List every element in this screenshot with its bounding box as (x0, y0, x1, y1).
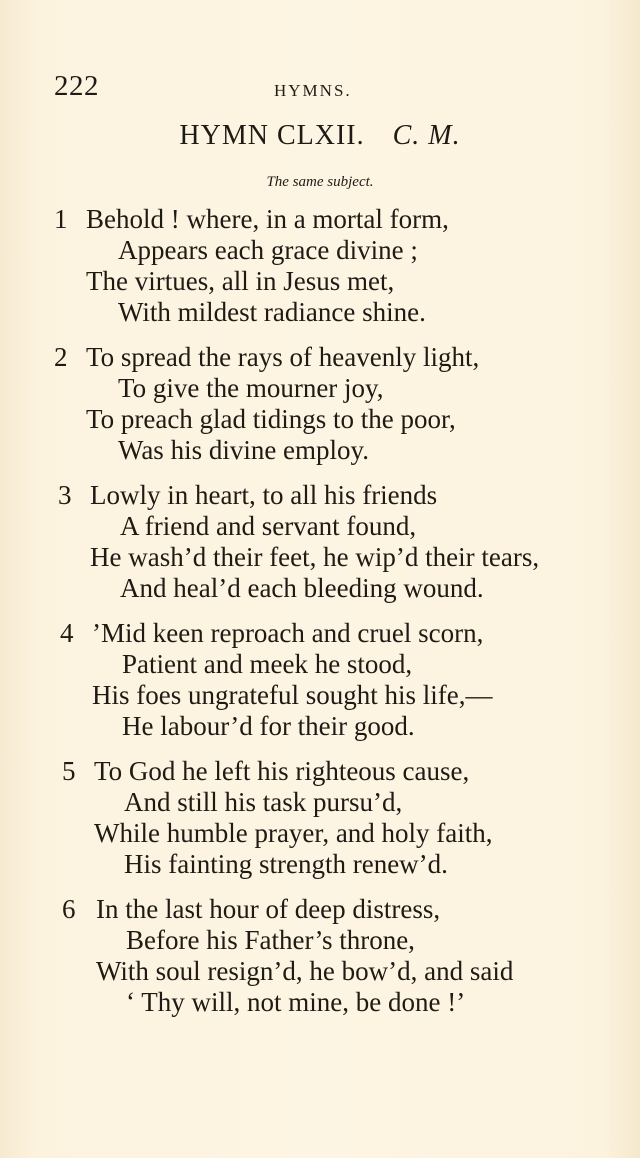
stanza-number: 3 (58, 480, 72, 510)
verse-line: Behold ! where, in a mortal form, (86, 204, 449, 234)
verse-line: While humble prayer, and holy faith, (94, 818, 493, 848)
page-number: 222 (54, 70, 99, 102)
verse-line: To God he left his righteous cause, (94, 756, 470, 786)
hymn-subtitle: The same subject. (266, 174, 374, 190)
stanza-number: 2 (54, 342, 68, 372)
verse-line: Appears each grace divine ; (118, 235, 418, 265)
verse-line: His fainting strength renew’d. (124, 849, 448, 879)
verse-line: ‘ Thy will, not mine, be done !’ (126, 987, 466, 1017)
verse-line: Patient and meek he stood, (122, 649, 413, 679)
verse-line: The virtues, all in Jesus met, (86, 266, 395, 296)
running-head: HYMNS. (274, 81, 352, 100)
hymn-title (0, 122, 640, 150)
verse-line: A friend and servant found, (120, 511, 417, 541)
verse-line: ’Mid keen reproach and cruel scorn, (92, 618, 484, 648)
verse-line: Was his divine employ. (118, 435, 370, 465)
verse-line: And still his task pursu’d, (124, 787, 403, 817)
verse-line: He wash’d their feet, he wip’d their tears, (90, 542, 540, 572)
stanza-number: 1 (54, 204, 68, 234)
verse-line: Before his Father’s throne, (126, 925, 415, 955)
verse-line: With soul resign’d, he bow’d, and said (96, 956, 514, 986)
stanza-number: 5 (62, 756, 76, 786)
hymn-meter: C. M. (392, 120, 461, 151)
verse-line: His foes ungrateful sought his life,— (92, 680, 493, 710)
verse-line: And heal’d each bleeding wound. (120, 573, 484, 603)
verse-line: To preach glad tidings to the poor, (86, 404, 456, 434)
stanza-number: 4 (60, 618, 74, 648)
verse-line: He labour’d for their good. (122, 711, 415, 741)
verse-line: Lowly in heart, to all his friends (90, 480, 438, 510)
verse-line: With mildest radiance shine. (118, 297, 426, 327)
verse-line: To spread the rays of heavenly light, (86, 342, 480, 372)
verse-line: In the last hour of deep distress, (96, 894, 441, 924)
verse-line: To give the mourner joy, (118, 373, 384, 403)
hymn-title-text: HYMN CLXII. (179, 120, 365, 151)
stanza-number: 6 (62, 894, 76, 924)
